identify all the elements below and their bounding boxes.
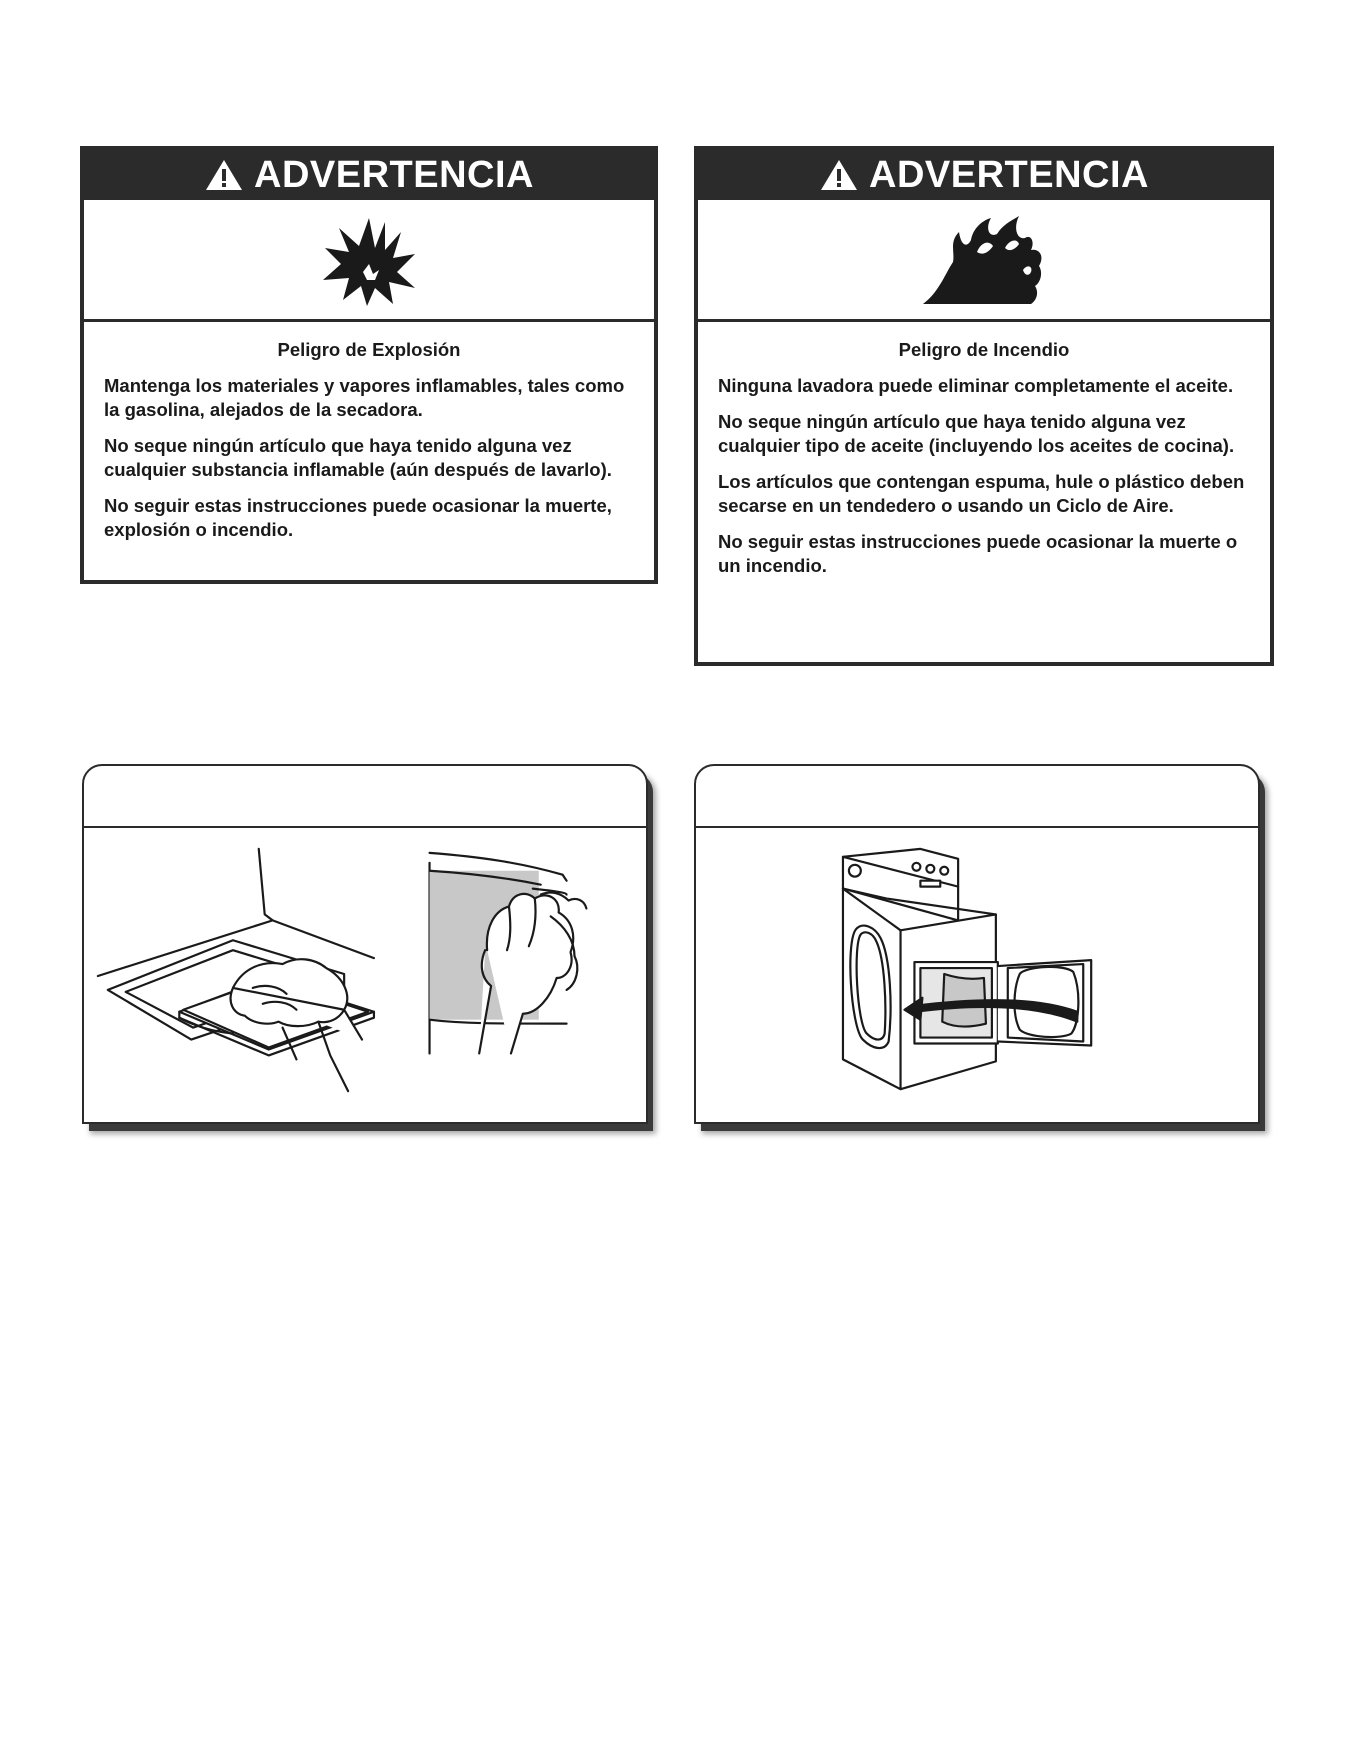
hazard-title: Peligro de Incendio: [898, 339, 1070, 360]
fire-icon: [919, 212, 1049, 308]
lint-screen-cleaning-illustration: [84, 828, 646, 1122]
explosion-warning-box: [80, 146, 658, 584]
warning-header-text: ADVERTENCIA: [254, 153, 534, 196]
warning-header: [698, 150, 1270, 200]
fire-pictogram: [698, 200, 1270, 322]
warning-body: [698, 322, 1270, 578]
warning-header-text: ADVERTENCIA: [869, 153, 1149, 196]
warning-paragraph: No seguir estas instrucciones puede ocasionar la muerte, explosión o incendio.: [104, 495, 612, 540]
warning-paragraph: Mantenga los materiales y vapores inflamables, tales como la gasolina, alejados de la secadora.: [104, 375, 625, 420]
warning-paragraph: No seque ningún artículo que haya tenido alguna vez cualquier substancia inflamable (aún después de lavarlo).: [104, 435, 612, 480]
explosion-icon: [319, 214, 419, 306]
fire-warning-box: [694, 146, 1274, 666]
warning-paragraph: No seguir estas instrucciones puede ocasionar la muerte o un incendio.: [718, 531, 1238, 576]
dryer-door-panel: [694, 764, 1260, 1124]
lint-screen-panel: [82, 764, 648, 1124]
warning-paragraph: Ninguna lavadora puede eliminar completamente el aceite.: [718, 375, 1234, 396]
explosion-pictogram: [84, 200, 654, 322]
warning-body: [84, 322, 654, 542]
panel-header: [84, 766, 646, 828]
warning-paragraph: No seque ningún artículo que haya tenido alguna vez cualquier tipo de aceite (incluyendo los aceites de cocina).: [718, 411, 1235, 456]
warning-paragraph: Los artículos que contengan espuma, hule o plástico deben secarse en un tendedero o usando un Ciclo de Aire.: [718, 471, 1245, 516]
dryer-open-door-illustration: [696, 828, 1258, 1122]
warning-header: [84, 150, 654, 200]
warning-triangle-icon: [819, 158, 859, 192]
panel-header: [696, 766, 1258, 828]
hazard-title: Peligro de Explosión: [277, 339, 461, 360]
warning-triangle-icon: [204, 158, 244, 192]
